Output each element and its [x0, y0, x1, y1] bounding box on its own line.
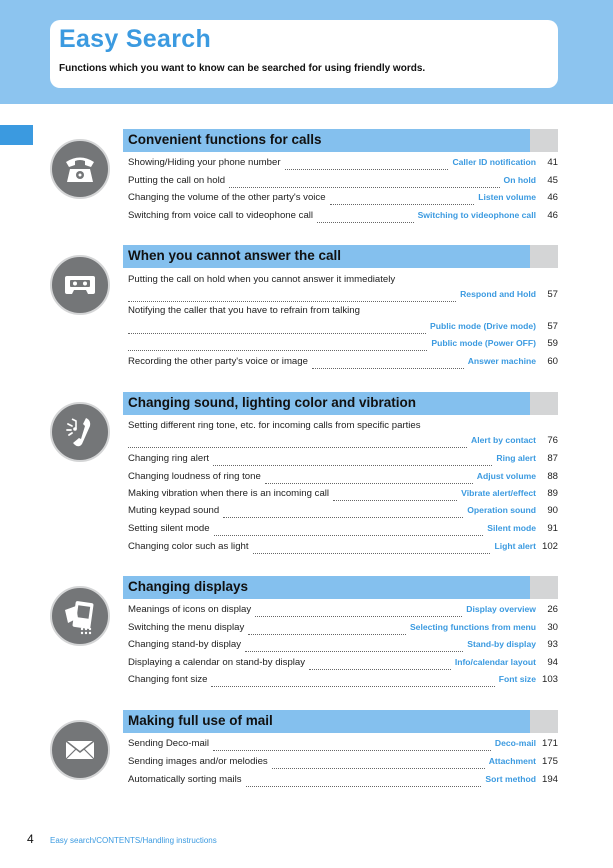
section-title: When you cannot answer the call: [128, 248, 342, 263]
item-text: Changing loudness of ring tone: [128, 471, 261, 482]
leader-dots: [333, 490, 457, 501]
item-keyword[interactable]: Answer machine: [467, 356, 536, 366]
leader-dots: [229, 177, 499, 188]
list-item[interactable]: [128, 274, 558, 290]
leader-dots: [272, 758, 485, 769]
item-page: 60: [547, 356, 558, 367]
list-item[interactable]: [128, 289, 558, 305]
item-keyword[interactable]: Public mode (Power OFF): [431, 338, 536, 348]
item-keyword[interactable]: Deco-mail: [494, 738, 536, 748]
leader-dots: [223, 507, 463, 518]
list-item[interactable]: [128, 505, 558, 521]
section-bar-end: [530, 392, 558, 415]
leader-dots: [245, 641, 463, 652]
leader-dots: [214, 525, 484, 536]
section-header-displays: [123, 576, 558, 599]
item-text: Meanings of icons on display: [128, 604, 252, 615]
item-page: 57: [547, 289, 558, 300]
item-page: 91: [547, 523, 558, 534]
item-text: Changing ring alert: [128, 453, 210, 464]
section-title: Changing displays: [128, 579, 249, 594]
list-item[interactable]: [128, 738, 558, 754]
item-keyword[interactable]: Font size: [498, 674, 536, 684]
item-keyword[interactable]: Selecting functions from menu: [409, 622, 536, 632]
item-keyword[interactable]: Attachment: [488, 756, 536, 766]
item-text: Setting silent mode: [128, 523, 210, 534]
envelope-icon: [50, 720, 110, 780]
list-item[interactable]: [128, 541, 558, 557]
item-page: 87: [547, 453, 558, 464]
list-item[interactable]: [128, 210, 558, 226]
item-text: Putting the call on hold when you cannot answer it immediately: [128, 274, 396, 285]
item-page: 46: [547, 192, 558, 203]
item-text: Sending Deco-mail: [128, 738, 210, 749]
item-page: 171: [541, 738, 558, 749]
item-text: Setting different ring tone, etc. for incoming calls from specific parties: [128, 420, 421, 431]
item-keyword[interactable]: Alert by contact: [471, 435, 536, 445]
list-item[interactable]: [128, 774, 558, 790]
side-index-tab: [0, 125, 33, 145]
list-item[interactable]: [128, 488, 558, 504]
footer-breadcrumb[interactable]: Easy search/CONTENTS/Handling instructions: [50, 836, 217, 845]
item-keyword[interactable]: Display overview: [466, 604, 536, 614]
section-header-sound: [123, 392, 558, 415]
leader-dots: [248, 624, 406, 635]
item-text: Making vibration when there is an incoming call: [128, 488, 330, 499]
cassette-tape-icon: [50, 255, 110, 315]
list-item[interactable]: [128, 657, 558, 673]
item-text: Switching the menu display: [128, 622, 245, 633]
item-text: Automatically sorting mails: [128, 774, 242, 785]
list-item[interactable]: [128, 435, 558, 451]
item-keyword[interactable]: Public mode (Drive mode): [429, 321, 536, 331]
leader-dots: [128, 323, 426, 334]
section-title: Changing sound, lighting color and vibration: [128, 395, 416, 410]
leader-dots: [213, 455, 492, 466]
item-page: 41: [547, 157, 558, 168]
leader-dots: [309, 659, 451, 670]
list-item[interactable]: [128, 523, 558, 539]
item-keyword[interactable]: Switching to videophone call: [417, 210, 536, 220]
ringing-phone-icon: [50, 402, 110, 462]
section-title: Making full use of mail: [128, 713, 273, 728]
list-item[interactable]: [128, 756, 558, 772]
item-text: Changing stand-by display: [128, 639, 242, 650]
item-text: Changing font size: [128, 674, 208, 685]
item-page: 57: [547, 321, 558, 332]
item-keyword[interactable]: Sort method: [485, 774, 536, 784]
section-bar-end: [530, 245, 558, 268]
header-card: [50, 20, 558, 88]
item-page: 194: [541, 774, 558, 785]
phone-display-icon: [50, 586, 110, 646]
list-item[interactable]: [128, 305, 558, 321]
leader-dots: [128, 291, 456, 302]
item-page: 76: [547, 435, 558, 446]
leader-dots: [211, 676, 494, 687]
page-subtitle: Functions which you want to know can be searched for using friendly words.: [59, 63, 426, 74]
list-item[interactable]: [128, 622, 558, 638]
item-keyword[interactable]: Respond and Hold: [460, 289, 536, 299]
leader-dots: [128, 437, 467, 448]
list-item[interactable]: [128, 338, 558, 354]
leader-dots: [330, 194, 475, 205]
item-text: Changing color such as light: [128, 541, 249, 552]
item-page: 89: [547, 488, 558, 499]
section-title: Convenient functions for calls: [128, 132, 322, 147]
telephone-icon: [50, 139, 110, 199]
list-item[interactable]: [128, 157, 558, 173]
item-keyword[interactable]: Ring alert: [496, 453, 536, 463]
list-item[interactable]: [128, 604, 558, 620]
section-bar-end: [530, 576, 558, 599]
list-item[interactable]: [128, 639, 558, 655]
header-band: [0, 0, 613, 104]
item-page: 46: [547, 210, 558, 221]
list-item[interactable]: [128, 453, 558, 469]
list-item[interactable]: [128, 674, 558, 690]
item-text: Recording the other party's voice or image: [128, 356, 308, 367]
item-keyword[interactable]: Caller ID notification: [452, 157, 536, 167]
section-bar-end: [530, 129, 558, 152]
item-keyword[interactable]: Silent mode: [487, 523, 536, 533]
leader-dots: [312, 358, 464, 369]
leader-dots: [265, 473, 473, 484]
item-page: 59: [547, 338, 558, 349]
section-header-cannot-answer: [123, 245, 558, 268]
item-text: Muting keypad sound: [128, 505, 220, 516]
item-page: 94: [547, 657, 558, 668]
item-page: 30: [547, 622, 558, 633]
item-text: Notifying the caller that you have to refrain from talking: [128, 305, 360, 316]
item-keyword[interactable]: Vibrate alert/effect: [461, 488, 536, 498]
list-item[interactable]: [128, 192, 558, 208]
item-text: Switching from voice call to videophone call: [128, 210, 314, 221]
item-page: 102: [541, 541, 558, 552]
item-keyword[interactable]: Listen volume: [478, 192, 536, 202]
list-item[interactable]: [128, 356, 558, 372]
item-page: 93: [547, 639, 558, 650]
list-item[interactable]: [128, 175, 558, 191]
item-keyword[interactable]: Adjust volume: [476, 471, 536, 481]
page-title: Easy Search: [59, 25, 212, 53]
list-item[interactable]: [128, 420, 558, 436]
item-keyword[interactable]: Light alert: [494, 541, 536, 551]
leader-dots: [246, 776, 482, 787]
leader-dots: [255, 606, 462, 617]
section-header-mail: [123, 710, 558, 733]
item-keyword[interactable]: On hold: [503, 175, 536, 185]
item-page: 88: [547, 471, 558, 482]
page-number: 4: [27, 832, 34, 846]
item-page: 45: [547, 175, 558, 186]
leader-dots: [285, 159, 449, 170]
item-keyword[interactable]: Info/calendar layout: [454, 657, 536, 667]
item-text: Sending images and/or melodies: [128, 756, 268, 767]
item-text: Putting the call on hold: [128, 175, 226, 186]
item-page: 103: [541, 674, 558, 685]
item-page: 90: [547, 505, 558, 516]
leader-dots: [213, 740, 491, 751]
list-item[interactable]: [128, 321, 558, 337]
item-keyword[interactable]: Stand-by display: [467, 639, 536, 649]
leader-dots: [317, 212, 414, 223]
leader-dots: [128, 340, 427, 351]
section-header-calls: [123, 129, 558, 152]
item-text: Changing the volume of the other party's voice: [128, 192, 326, 203]
list-item[interactable]: [128, 471, 558, 487]
item-page: 26: [547, 604, 558, 615]
leader-dots: [253, 543, 491, 554]
item-text: Displaying a calendar on stand-by display: [128, 657, 306, 668]
item-page: 175: [541, 756, 558, 767]
section-bar-end: [530, 710, 558, 733]
item-keyword[interactable]: Operation sound: [467, 505, 536, 515]
item-text: Showing/Hiding your phone number: [128, 157, 281, 168]
